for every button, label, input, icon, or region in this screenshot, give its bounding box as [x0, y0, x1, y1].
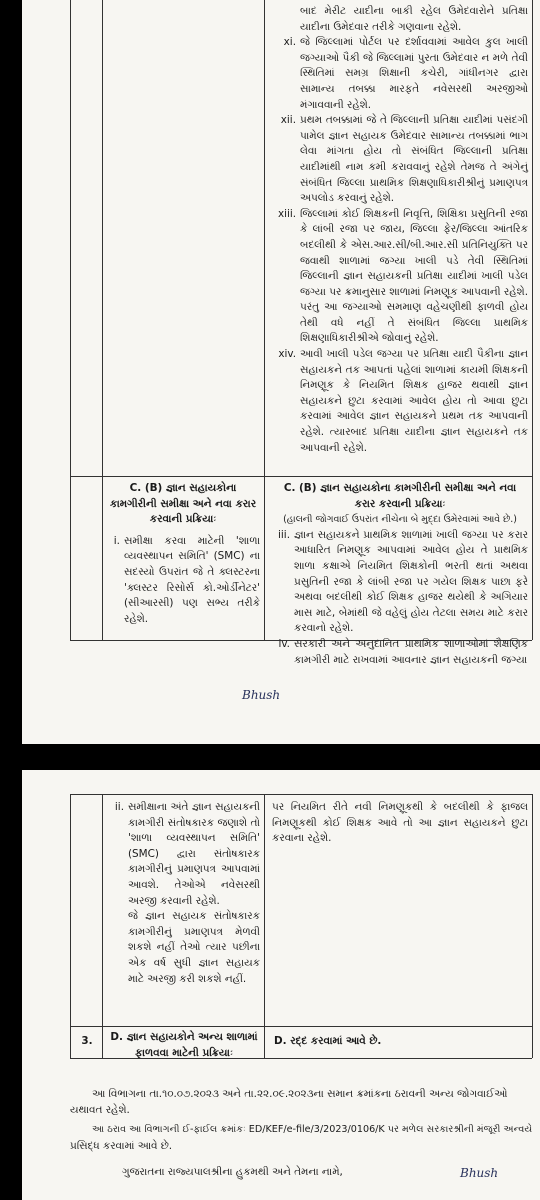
table-border-right	[532, 0, 533, 640]
list-item-text: સમીક્ષાના અંતે જ્ઞાન સહાયકની કામગીરી સંતોષકારક જણાશે તો 'શાળા વ્યવસ્થાપન સમિતિ' (SMC) દ્વારા સંતોષકારક કામગીરીનું પ્રમાણપત્ર આપવામાં આવશે. તેઓએ નવેસરથી અરજી કરવાની રહેશે.	[128, 801, 260, 907]
table-border-left	[70, 794, 71, 1058]
section-c-left	[106, 481, 260, 627]
list-item	[278, 4, 528, 35]
list-item	[272, 637, 528, 668]
signature-image: Bhush	[242, 688, 281, 702]
document-page-1	[22, 0, 540, 744]
paragraph-1-line-2: યથાવત રહેશે.	[70, 1104, 130, 1116]
list-item	[106, 800, 260, 909]
closing-line: ગુજરાતના રાજ્યપાલશ્રીના હુકમથી અને તેમના નામે,	[122, 1166, 343, 1178]
list-item-text: પ્રથમ તબક્કામાં જે તે જિલ્લાની પ્રતિક્ષા યાદીમાં પસંદગી પામેલ જ્ઞાન સહાયક ઉમેદવાર સામાન્ય તબક્કામાં ભાગ લેવા માંગતા હોય તો સંબંધિત જિલ્લાની પ્રતિક્ષા યાદીમાંથી નામ કમી કરાવવાનું રહેશે તેમજ તે અંગેનું સંબંધિત જિલ્લા પ્રાથમિક શિક્ષણાધિકારીશ્રીનું પ્રમાણપત્ર અપલોડ કરવાનું રહેશે.	[300, 114, 528, 205]
list-item-text: જિલ્લામાં કોઈ શિક્ષકની નિવૃત્તિ, શિક્ષિકા પ્રસુતિની રજા કે લાંબી રજા પર જાય, જિલ્લા ફેર/જિલ્લા આંતરિક બદલીથી કે એસ.આર.સી/બી.આર.સી પ્રતિનિયુક્તિ પર જવાથી શાળામાં જગ્યા ખાલી પડે તેવી સ્થિતિમાં જિલ્લાની જ્ઞાન સહાયકની પ્રતિક્ષા યાદીમાં ખાલી પડેલ જગ્યા પર ક્રમાનુસાર શાળામાં નિમણૂક આપવાની રહેશે. પરંતુ આ જગ્યાઓ સમમાણ વહેચણીથી ફાળવી હોય તેથી વધે નહીં તે સંબંધિત જિલ્લા પ્રાથમિક શિક્ષણાધિકારીશ્રીએ જોવાનું રહેશે.	[300, 207, 528, 345]
table-top-border	[70, 794, 532, 795]
list-item	[278, 347, 528, 456]
row3-left-text: D. જ્ઞાન સહાયકોને અન્ય શાળામાં ફાળવવા માટેની પ્રક્રિયાઃ	[110, 1031, 258, 1059]
table-border-col1	[102, 794, 103, 1058]
section-c-left-heading: C. (B) જ્ઞાન સહાયકોના કામગીરીની સમીક્ષા અને નવા કરાર કરવાની પ્રક્રિયાઃ	[109, 482, 257, 526]
row-left-cell	[106, 800, 260, 987]
list-item	[272, 528, 528, 637]
table-border-col2	[264, 0, 265, 640]
list-item-text: આવી ખાલી પડેલ જગ્યા પર પ્રતિક્ષા યાદી પૈકીના જ્ઞાન સહાયકને તક આપતાં પહેલાં શાળામાં કાયમી શિક્ષકની નિમણૂક કે નિયમિત શિક્ષક હાજર થવાથી જ્ઞાન સહાયકને છુટા કરવામાં આવેલ હોય તો આવા છુટા કરવામાં આવેલ જ્ઞાન સહાયકને પ્રથમ તક આપવાની રહેશે. ત્યારબાદ પ્રતિક્ષા યાદીના જ્ઞાન સહાયકને તક આપવાની રહેશે.	[300, 348, 528, 454]
list-item-number: xiii.	[278, 207, 297, 220]
table-border-right	[532, 794, 533, 1058]
section-c-right-heading: C. (B) જ્ઞાન સહાયકોના કામગીરીની સમીક્ષા અને નવા કરાર કરવાની પ્રક્રિયાઃ	[283, 482, 517, 510]
table-border-col1	[102, 0, 103, 640]
list-item-number: xii.	[280, 114, 296, 127]
list-item-number: iv.	[278, 637, 290, 650]
table-row-divider	[70, 1026, 532, 1027]
section-c-right-note: (હાલની જોગવાઈ ઉપરાંત નીચેના બે મુદ્દા ઉમેરવામાં આવે છે.)	[283, 514, 517, 526]
list-item	[278, 113, 528, 207]
list-item-text: સરકારી અને અનુદાનિત પ્રાથમિક શાળાઓમાં શૈક્ષણિક કામગીરી માટે રાખવામાં આવનાર જ્ઞાન સહાયકની જગ્યા	[294, 637, 528, 666]
paragraph-1-line-1: આ વિભાગના તા.૧૦.૦૭.૨૦૨૩ અને તા.૨૨.૦૯.૨૦૨૩ના સમાન ક્રમાંકના ઠરાવની અન્ય જોગવાઈઓ	[92, 1088, 508, 1100]
list-item-number: ii.	[114, 801, 124, 813]
intro-text: બાદ મેરીટ યાદીના બાકી રહેલ ઉમેદવારોને પ્રતિક્ષા યાદીના ઉમેદવાર તરીકે ગણવાના રહેશે.	[300, 5, 528, 33]
numbered-list	[106, 800, 260, 987]
paragraph-2-line-2: પ્રસિદ્ધ કરવામાં આવે છે.	[70, 1140, 173, 1152]
list-item	[278, 35, 528, 113]
signature-image: Bhush	[460, 1166, 499, 1180]
right-column-continued	[278, 4, 528, 456]
table-border-col2	[264, 794, 265, 1058]
numbered-list	[278, 35, 528, 456]
row-right-cell	[272, 800, 528, 847]
numbered-list	[272, 528, 528, 668]
list-item	[106, 909, 260, 987]
list-item-number: iii.	[278, 528, 290, 541]
section-c-right	[272, 481, 528, 668]
list-item-number	[106, 909, 128, 987]
list-item: i. સમીક્ષા કરવા માટેની 'શાળા વ્યવસ્થાપન સમિતિ' (SMC) ના સદસ્યો ઉપરાંત જે તે ક્લસ્ટરના 'ક્લસ્ટર રિસોર્સ કો.ઓર્ડીનેટર' (સીઆરસી) પણ સભ્ય તરીકે રહેશે.	[113, 534, 260, 625]
table-row-divider	[70, 476, 532, 477]
row3-right-text: D. રદ્દ કરવામાં આવે છે.	[274, 1035, 382, 1047]
list-item-number: xi.	[283, 36, 296, 49]
document-page-2	[22, 770, 540, 1200]
list-item-text: જ્ઞાન સહાયકને પ્રાથમિક શાળામાં ખાલી જગ્યા પર કરાર આધારિત નિમણૂક આપવામાં આવેલ હોય તે પ્રાથમિક શાળા કક્ષાએ નિયમિત શિક્ષકોની ભરતી થતાં અથવા પ્રસુતિની રજા કે લાંબી રજા પર ગયેલ શિક્ષક પાછા ફરે અથવા બદલીથી કોઈ શિક્ષક હાજર થયેથી કે અગિયાર માસ માટે, બેમાંથી જે વહેલું હોય તેટલા સમય માટે કરાર કરવાનો રહેશે.	[294, 528, 528, 635]
list-item-text: જે જિલ્લામાં પોર્ટલ પર દર્શાવવામાં આવેલ કુલ ખાલી જગ્યાઓ પૈકી જે જિલ્લામાં પુરતા ઉમેદવાર ન મળે તેવી સ્થિતિમાં સમગ્ર શિક્ષાની કચેરી, ગાંધીનગર દ્વારા સામાન્ય તબક્કા મારફતે નવેસરથી અરજીઓ મંગાવવાની રહેશે.	[300, 36, 528, 111]
list-item	[278, 207, 528, 347]
row-number: 3.	[81, 1035, 93, 1047]
table-border-left	[70, 0, 71, 640]
list-item-text: જે જ્ઞાન સહાયક સંતોષકારક કામગીરીનું પ્રમાણપત્ર મેળવી શકશે નહીં તેઓ ત્યાર પછીના એક વર્ષ સુધી જ્ઞાન સહાયક માટે અરજી કરી શકશે નહીં.	[128, 910, 260, 985]
right-text: પર નિયમિત રીતે નવી નિમણૂકથી કે બદલીથી કે ફાજલ નિમણૂકથી કોઈ શિક્ષક આવે તો આ જ્ઞાન સહાયકને છુટા કરવાના રહેશે.	[272, 801, 528, 845]
list-item-number: xiv.	[278, 348, 296, 361]
paragraph-2-line-1: આ ઠરાવ આ વિભાગની ઈ-ફાઈલ ક્રમાંકઃ ED/KEF/e-file/3/2023/0106/K પર મળેલ સરકારશ્રીની મંજૂરી અન્વયે	[92, 1124, 533, 1135]
